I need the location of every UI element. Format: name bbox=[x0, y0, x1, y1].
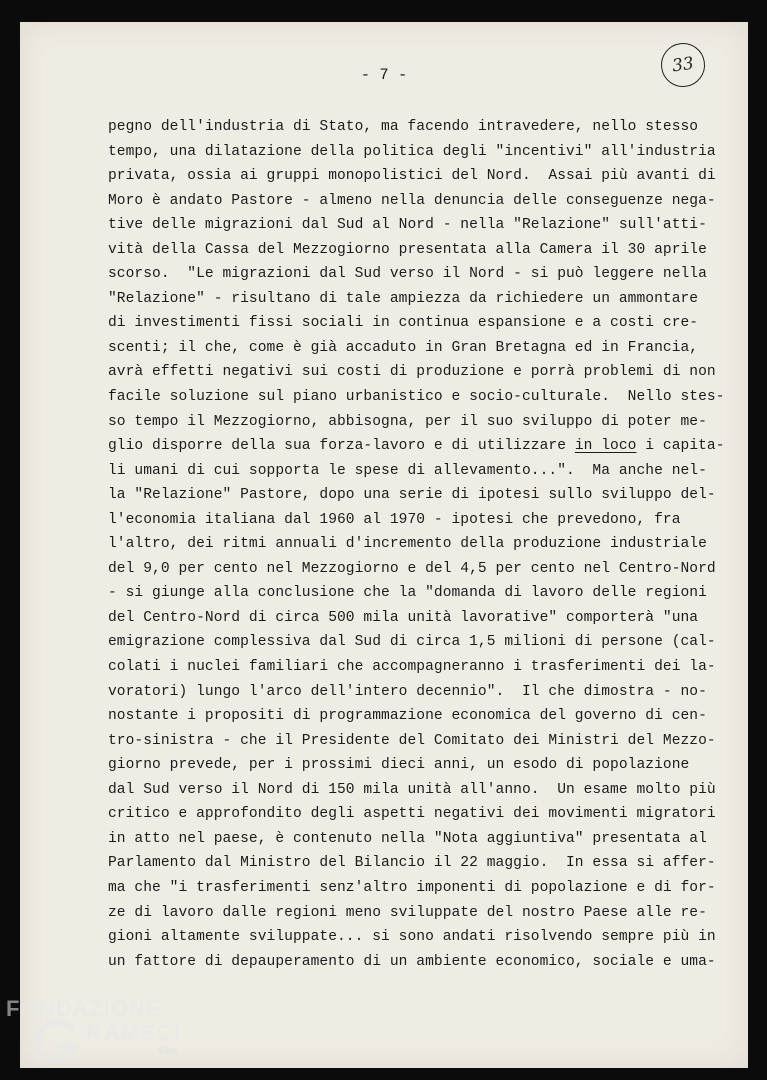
gramsci-g-logo-icon bbox=[34, 1018, 80, 1064]
text-line: facile soluzione sul piano urbanistico e socio-culturale. Nello stes- bbox=[108, 389, 725, 406]
text-line: l'altro, dei ritmi annuali d'incremento della produzione industriale bbox=[108, 536, 707, 553]
watermark-subtitle: RAMSCI bbox=[86, 1020, 182, 1045]
document-page bbox=[20, 22, 748, 1068]
text-line: giorno prevede, per i prossimi dieci anni, un esodo di popolazione bbox=[108, 757, 690, 774]
text-line: - si giunge alla conclusione che la "domanda di lavoro delle regioni bbox=[108, 585, 707, 602]
text-line: nostante i propositi di programmazione economica del governo di cen- bbox=[108, 708, 707, 725]
watermark-onlus: onlus bbox=[158, 1046, 178, 1055]
text-line: di investimenti fissi sociali in continua espansione e a costi cre- bbox=[108, 315, 699, 332]
text-line: colati i nuclei familiari che accompagneranno i trasferimenti dei la- bbox=[108, 659, 716, 676]
text-line: vità della Cassa del Mezzogiorno presentata alla Camera il 30 aprile bbox=[108, 241, 707, 258]
document-text bbox=[108, 115, 748, 974]
fondazione-gramsci-watermark bbox=[2, 994, 202, 1074]
text-line: dal Sud verso il Nord di 150 mila unità all'anno. Un esame molto più bbox=[108, 781, 716, 798]
watermark-title: FONDAZIONE bbox=[6, 996, 162, 1021]
text-line: scenti; il che, come è già accaduto in Gran Bretagna ed in Francia, bbox=[108, 339, 699, 356]
text-line: in atto nel paese, è contenuto nella "Nota aggiuntiva" presentata al bbox=[108, 830, 707, 847]
text-line: Parlamento dal Ministro del Bilancio il 22 maggio. In essa si affer- bbox=[108, 855, 716, 872]
text-line: la "Relazione" Pastore, dopo una serie di ipotesi sullo sviluppo del- bbox=[108, 487, 716, 504]
text-line: so tempo il Mezzogiorno, abbisogna, per il suo sviluppo di poter me- bbox=[108, 413, 707, 430]
underlined-phrase: in loco bbox=[574, 438, 637, 455]
text-line: li umani di cui sopporta le spese di allevamento...". Ma anche nel- bbox=[108, 462, 707, 479]
text-line: un fattore di depauperamento di un ambiente economico, sociale e uma- bbox=[108, 953, 716, 970]
archive-number-annotation: 33 bbox=[658, 40, 708, 90]
text-segment: glio disporre della sua forza-lavoro e di utilizzare bbox=[108, 438, 575, 455]
text-line: l'economia italiana dal 1960 al 1970 - ipotesi che prevedono, fra bbox=[108, 511, 681, 528]
text-line: critico e approfondito degli aspetti negativi dei movimenti migratori bbox=[108, 806, 716, 823]
text-line: tive delle migrazioni dal Sud al Nord - nella "Relazione" sull'atti- bbox=[108, 217, 707, 234]
text-line-with-underline bbox=[108, 434, 748, 459]
text-line: tempo, una dilatazione della politica degli "incentivi" all'industria bbox=[108, 143, 716, 160]
text-line: Moro è andato Pastore - almeno nella denuncia delle conseguenze nega- bbox=[108, 192, 716, 209]
text-line: ma che "i trasferimenti senz'altro imponenti di popolazione e di for- bbox=[108, 879, 716, 896]
text-segment: i capita- bbox=[636, 438, 725, 455]
text-line: avrà effetti negativi sui costi di produzione e porrà problemi di non bbox=[108, 364, 716, 381]
text-line: gioni altamente sviluppate... si sono andati risolvendo sempre più in bbox=[108, 929, 716, 946]
text-line: ze di lavoro dalle regioni meno sviluppate del nostro Paese alle re- bbox=[108, 904, 707, 921]
text-line: tro-sinistra - che il Presidente del Comitato dei Ministri del Mezzo- bbox=[108, 732, 716, 749]
text-line: scorso. "Le migrazioni dal Sud verso il Nord - si può leggere nella bbox=[108, 266, 707, 283]
text-line: pegno dell'industria di Stato, ma facendo intravedere, nello stesso bbox=[108, 119, 699, 135]
text-line: privata, ossia ai gruppi monopolistici del Nord. Assai più avanti di bbox=[108, 168, 716, 185]
text-line: "Relazione" - risultano di tale ampiezza da richiedere un ammontare bbox=[108, 290, 699, 307]
text-line: del Centro-Nord di circa 500 mila unità lavorative" comporterà "una bbox=[108, 609, 699, 626]
page-number: - 7 - bbox=[360, 66, 408, 84]
text-line: emigrazione complessiva dal Sud di circa 1,5 milioni di persone (cal- bbox=[108, 634, 716, 651]
text-line: voratori) lungo l'arco dell'intero decennio". Il che dimostra - no- bbox=[108, 683, 707, 700]
text-line: del 9,0 per cento nel Mezzogiorno e del 4,5 per cento nel Centro-Nord bbox=[108, 560, 716, 577]
